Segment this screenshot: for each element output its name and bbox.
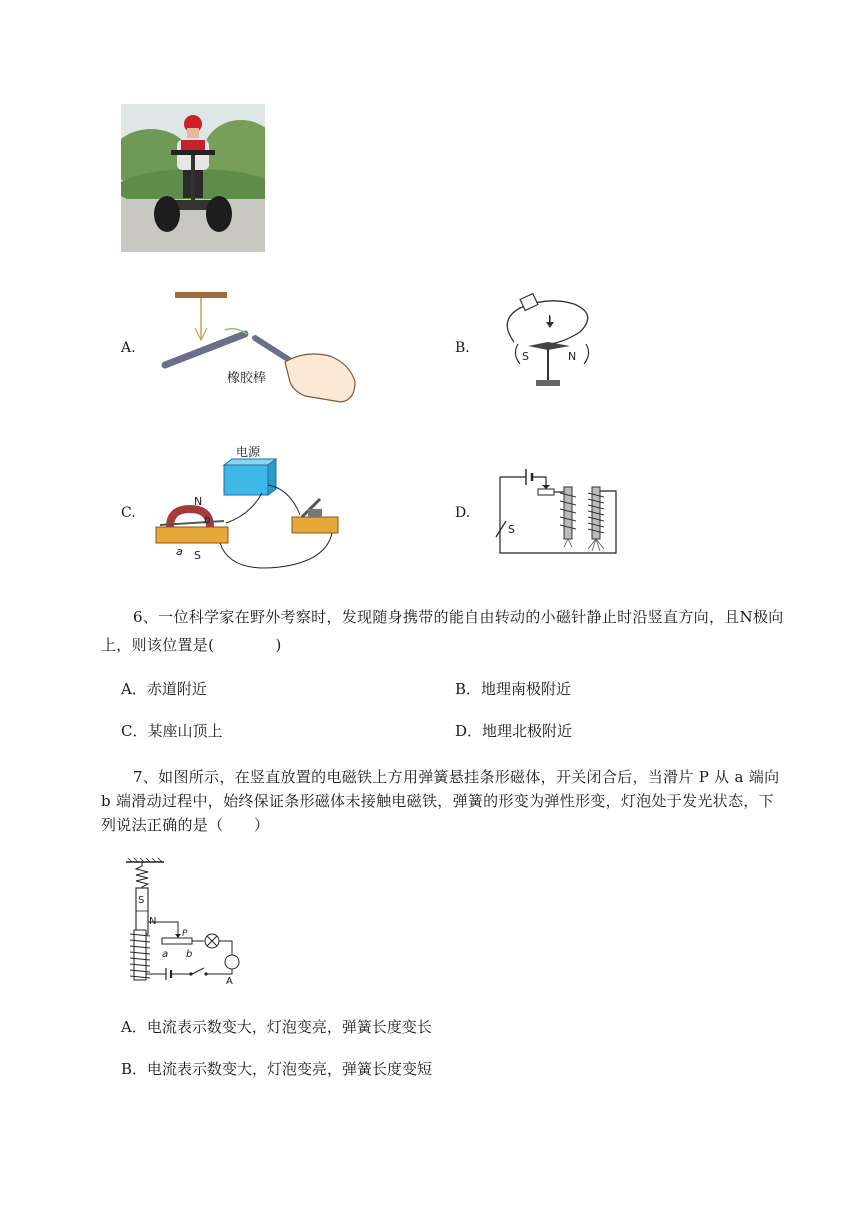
q7-s-label: S (138, 895, 145, 906)
option-d-switch-label: S (508, 523, 515, 536)
option-c-s-label: S (194, 549, 201, 562)
q7-a-label: a (162, 949, 169, 960)
q7-choice-a[interactable]: A．电流表示数变大，灯泡变亮，弹簧长度变长 (121, 1018, 432, 1036)
q7-text-line2: b 端滑动过程中，始终保证条形磁体未接触电磁铁，弹簧的形变为弹性形变，灯泡处于发光状态，下 (101, 792, 774, 810)
option-b-letter: B. (455, 340, 470, 356)
q7-text-line3: 列说法正确的是（ ） (101, 816, 270, 834)
option-b-s-label: S (522, 350, 529, 363)
option-a-letter: A. (121, 340, 136, 356)
option-b-figure (498, 292, 608, 392)
q7-n-label: N (149, 916, 157, 927)
option-a-figure (155, 290, 365, 406)
q7-ammeter-label: A (226, 976, 233, 987)
option-d-letter: D. (455, 505, 471, 521)
option-b-n-label: N (568, 350, 577, 363)
segway-photo (121, 104, 265, 252)
q6-choice-c[interactable]: C．某座山顶上 (121, 722, 223, 740)
option-c-letter: C. (121, 505, 136, 521)
option-c-figure (150, 445, 350, 573)
option-c-n-label: N (194, 495, 203, 508)
option-c-a-label: a (176, 545, 183, 558)
option-c-b-label: b (204, 515, 211, 526)
q7-choice-b[interactable]: B．电流表示数变大，灯泡变亮，弹簧长度变短 (121, 1060, 433, 1078)
option-b-current-label: I (548, 314, 551, 325)
option-c-power-label: 电源 (236, 445, 261, 459)
q7-b-label: b (186, 949, 193, 960)
q7-text-line1: 7、如图所示，在竖直放置的电磁铁上方用弹簧悬挂条形磁体，开关闭合后，当滑片 P 从 a 端向 (133, 768, 780, 786)
q7-figure (120, 858, 260, 988)
q7-p-label: P (182, 929, 188, 939)
q6-choice-b[interactable]: B．地理南极附近 (455, 680, 572, 698)
q6-text-line2: 上，则该位置是( ) (101, 636, 282, 654)
q6-choice-a[interactable]: A．赤道附近 (121, 680, 207, 698)
q6-choice-d[interactable]: D．地理北极附近 (455, 722, 573, 740)
option-a-rod-label: 橡胶棒 (227, 371, 267, 386)
option-d-figure (490, 465, 620, 557)
q6-text-line1: 6、一位科学家在野外考察时，发现随身携带的能自由转动的小磁针静止时沿竖直方向，且N极向 (133, 608, 784, 626)
